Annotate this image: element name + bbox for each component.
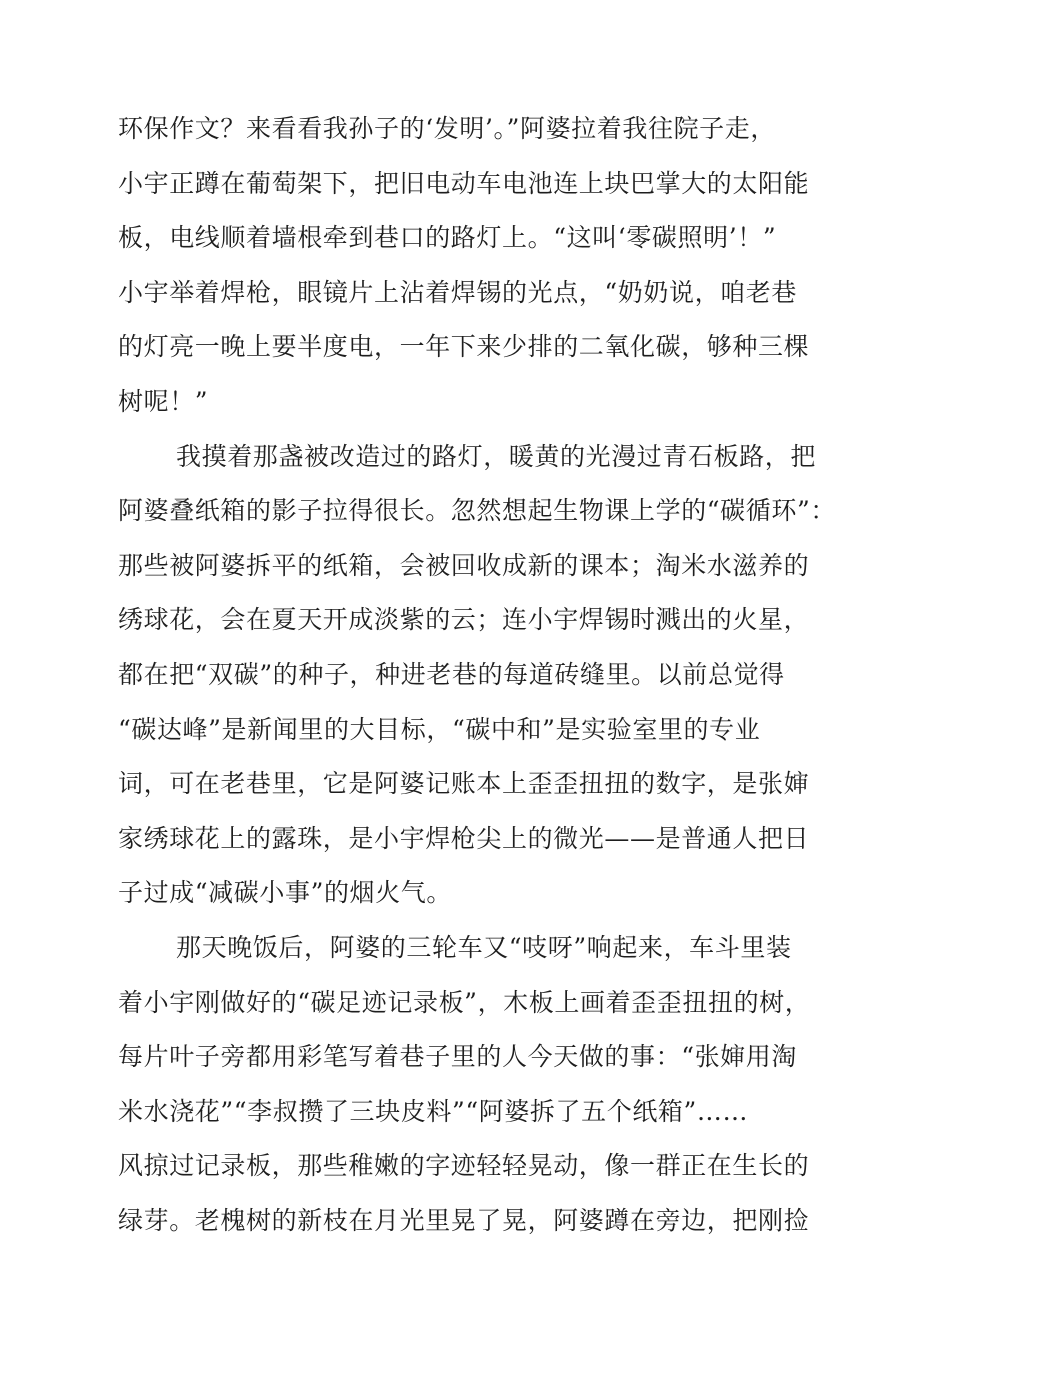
text-line: 子过成“减碳小事”的烟火气。 <box>118 878 452 908</box>
text-line: 小宇正蹲在葡萄架下，把旧电动车电池连上块巴掌大的太阳能 <box>118 168 810 198</box>
text-line: 环保作文？来看看我孙子的‘发明’。”阿婆拉着我往院子走， <box>118 114 776 143</box>
paragraph-first-line: 那天晚饭后，阿婆的三轮车又“吱呀”响起来，车斗里装 <box>176 932 792 962</box>
text-line: 每片叶子旁都用彩笔写着巷子里的人今天做的事：“张婶用淘 <box>118 1042 797 1072</box>
document-page <box>118 102 918 1248</box>
text-line: 板，电线顺着墙根牵到巷口的路灯上。“这叫‘零碳照明’！” <box>118 223 777 253</box>
text-line: “碳达峰”是新闻里的大目标，“碳中和”是实验室里的专业 <box>118 714 761 744</box>
text-line: 绿芽。老槐树的新枝在月光里晃了晃，阿婆蹲在旁边，把刚捡 <box>118 1205 810 1235</box>
paragraph-first-line: 我摸着那盏被改造过的路灯，暖黄的光漫过青石板路，把 <box>176 441 817 471</box>
text-line: 都在把“双碳”的种子，种进老巷的每道砖缝里。以前总觉得 <box>118 659 785 689</box>
text-line: 阿婆叠纸箱的影子拉得很长。忽然想起生物课上学的“碳循环”： <box>118 496 836 526</box>
text-line: 着小宇刚做好的“碳足迹记录板”，木板上画着歪歪扭扭的树， <box>118 987 811 1017</box>
text-line: 家绣球花上的露珠，是小宇焊枪尖上的微光——是普通人把日 <box>118 823 810 853</box>
text-line: 树呢！” <box>118 386 209 416</box>
text-line: 绣球花，会在夏天开成淡紫的云；连小宇焊锡时溅出的火星， <box>118 605 810 635</box>
text-line: 那些被阿婆拆平的纸箱，会被回收成新的课本；淘米水滋养的 <box>118 550 810 580</box>
text-line: 的灯亮一晚上要半度电，一年下来少排的二氧化碳，够种三棵 <box>118 332 810 362</box>
text-line: 词，可在老巷里，它是阿婆记账本上歪歪扭扭的数字，是张婶 <box>118 769 810 799</box>
text-line: 风掠过记录板，那些稚嫩的字迹轻轻晃动，像一群正在生长的 <box>118 1151 810 1181</box>
text-line: 米水浇花”“李叔攒了三块皮料”“阿婆拆了五个纸箱”…… <box>118 1096 749 1126</box>
text-line: 小宇举着焊枪，眼镜片上沾着焊锡的光点，“奶奶说，咱老巷 <box>118 277 797 307</box>
